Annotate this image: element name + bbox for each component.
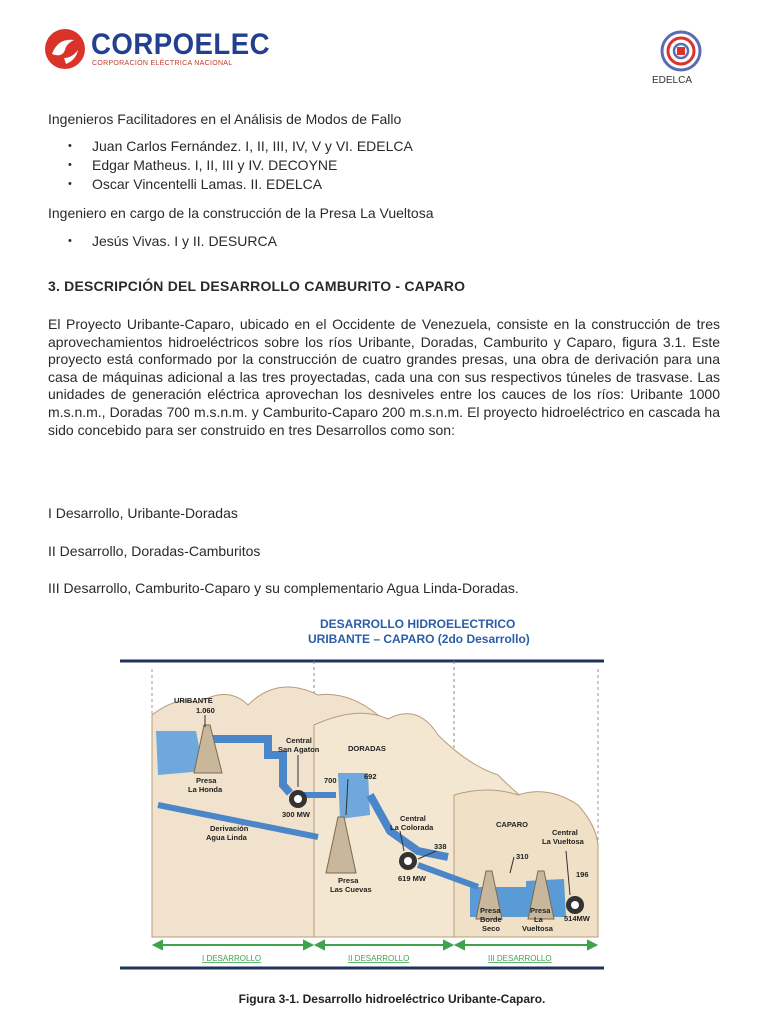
figure-caption: Figura 3-1. Desarrollo hidroeléctrico Uribante-Caparo. [238,992,546,1006]
label-central-la-colorada: La Colorada [390,823,434,832]
label-desarrollo-3: III DESARROLLO [488,954,552,963]
label-doradas: DORADAS [348,744,386,753]
corpoelec-logo [44,28,86,70]
label-central-san-agaton: San Agaton [278,745,320,754]
figure-title-line1: DESARROLLO HIDROELECTRICO [320,617,516,631]
label-elev-310: 310 [516,852,529,861]
label-desarrollo-1: I DESARROLLO [202,954,262,963]
corpoelec-wordmark: CORPOELEC [91,28,270,61]
facilitators-list [48,137,708,194]
list-item: • Oscar Vincentelli Lamas. II. EDELCA [48,175,708,194]
label-central-la-vueltosa: Central [552,828,578,837]
figure-title-line2: URIBANTE – CAPARO (2do Desarrollo) [308,632,530,646]
arrow-head-icon [304,941,312,949]
label-mw-514: 514MW [564,914,590,923]
label-uribante: URIBANTE [174,696,213,705]
label-presa-la-vueltosa: La [534,915,543,924]
label-elev-1060: 1.060 [196,706,215,715]
facilitators-heading: Ingenieros Facilitadores en el Análisis de Modos de Fallo [48,111,402,127]
arrow-head-icon [316,941,324,949]
label-derivacion: Agua Linda [206,833,247,842]
turbine-la-colorada-icon [399,852,417,870]
edelca-logo [660,30,702,72]
list-item: • Edgar Matheus. I, II, III y IV. DECOYNE [48,156,708,175]
label-elev-700: 700 [324,776,337,785]
label-desarrollo-2: II DESARROLLO [348,954,410,963]
label-elev-196: 196 [576,870,589,879]
label-mw-300: 300 MW [282,810,310,819]
label-presa-la-vueltosa: Presa [530,906,551,915]
label-presa-borde-seco: Presa [480,906,501,915]
label-central-san-agaton: Central [286,736,312,745]
corpoelec-subtitle: CORPORACIÓN ELÉCTRICA NACIONAL [92,60,233,67]
arrow-head-icon [444,941,452,949]
label-presa-la-vueltosa: Vueltosa [522,924,553,933]
edelca-wordmark: EDELCA [652,75,693,86]
arrow-head-icon [456,941,464,949]
construction-list [48,232,708,251]
label-mw-619: 619 MW [398,874,426,883]
development-1: I Desarrollo, Uribante-Doradas [48,505,238,521]
turbine-la-vueltosa-icon [566,896,584,914]
section-paragraph: El Proyecto Uribante-Caparo, ubicado en el Occidente de Venezuela, consiste en la construcción de tres aprovechamientos hidroeléctricos sobre los ríos Uribante, Doradas, Camburito y Caparo, figura 3.1. Este proyecto está conformado por la construcción de cuatro grandes presas, una obra de derivación para una casa de máquinas adicional a las tres proyectadas, cada una con sus respectivos túneles de trasvase. Las unidades de generación eléctrica aprovechan los desniveles entre los cauces de los ríos: Uribante 1000 m.s.n.m., Doradas 700 m.s.n.m. y Camburito-Caparo 200 m.s.n.m. El proyecto hidroeléctrico en cascada ha sido concebido para ser construido en tres Desarrollos como son: [48,316,720,438]
label-elev-692: 692 [364,772,377,781]
section-title: 3. DESCRIPCIÓN DEL DESARROLLO CAMBURITO - CAPARO [48,278,466,294]
label-elev-338: 338 [434,842,447,851]
label-presa-la-honda: La Honda [188,785,223,794]
label-central-la-vueltosa: La Vueltosa [542,837,584,846]
label-caparo: CAPARO [496,820,528,829]
label-presa-las-cuevas: Las Cuevas [330,885,372,894]
label-presa-las-cuevas: Presa [338,876,359,885]
label-presa-borde-seco: Borde [480,915,502,924]
development-2: II Desarrollo, Doradas-Camburitos [48,543,261,559]
construction-heading: Ingeniero en cargo de la construcción de la Presa La Vueltosa [48,205,434,221]
edelca-emblem-icon [660,30,702,72]
label-presa-borde-seco: Seco [482,924,500,933]
turbine-san-agaton-icon [289,790,307,808]
label-central-la-colorada: Central [400,814,426,823]
label-presa-la-honda: Presa [196,776,217,785]
list-item: • Juan Carlos Fernández. I, II, III, IV, V y VI. EDELCA [48,137,708,156]
arrow-head-icon [588,941,596,949]
label-derivacion: Derivación [210,824,249,833]
arrow-head-icon [154,941,162,949]
development-3: III Desarrollo, Camburito-Caparo y su complementario Agua Linda-Doradas. [48,580,519,596]
list-item: • Jesús Vivas. I y II. DESURCA [48,232,708,251]
hydro-diagram [118,655,608,975]
corpoelec-emblem-icon [44,28,86,70]
